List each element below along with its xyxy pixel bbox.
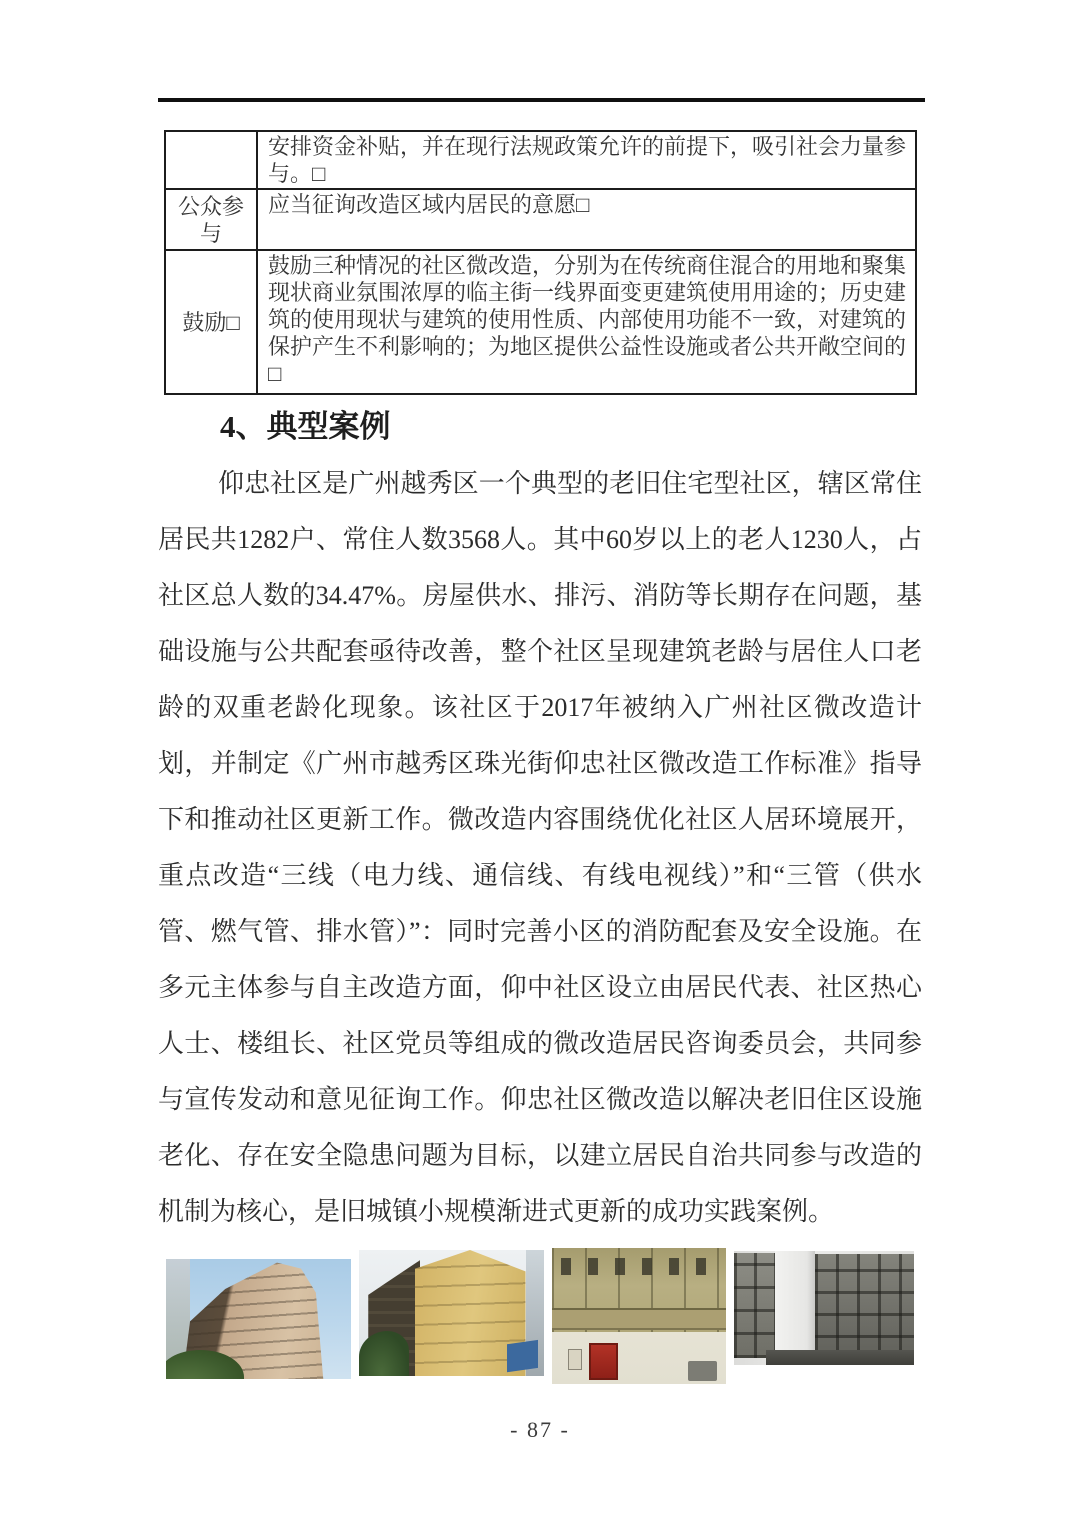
photo-distribution-boxes — [552, 1248, 726, 1384]
photo3-wall-sign — [568, 1349, 582, 1371]
photo3-gray-box — [688, 1361, 718, 1381]
page-number: - 87 - — [510, 1417, 570, 1442]
photo2-blue-awning — [507, 1340, 538, 1372]
header-rule — [158, 98, 925, 102]
photo3-cable-band — [552, 1308, 726, 1330]
table-row — [165, 189, 916, 250]
table-row — [165, 250, 916, 394]
photo3-fire-cabinet — [589, 1343, 619, 1380]
table-content-cell: 鼓励三种情况的社区微改造，分别为在传统商住混合的用地和聚集现状商业氛围浓厚的临主街一线界面变更建筑使用用途的；历史建筑的使用现状与建筑的使用性质、内部使用功能不一致，对建筑的保护产生不利影响的；为地区提供公益性设施或者公共开敞空间的□ — [257, 250, 916, 394]
photo4-right-meter-panel — [815, 1254, 914, 1360]
table-content-cell: 安排资金补贴，并在现行法规政策允许的前提下，吸引社会力量参与。□ — [257, 131, 916, 189]
table-label-cell: 公众参与 — [165, 189, 257, 250]
photo2-trees — [359, 1331, 409, 1376]
photo4-floor — [766, 1350, 914, 1365]
photo-meter-boards — [734, 1251, 914, 1365]
photo-yellow-building — [359, 1250, 544, 1376]
table-content-cell: 应当征询改造区域内居民的意愿□ — [257, 189, 916, 250]
photo-row — [158, 1248, 924, 1390]
section-heading: 4、典型案例 — [220, 409, 391, 444]
photo4-left-meter-panel — [734, 1253, 775, 1358]
table-label-cell — [165, 131, 257, 189]
photo-old-residential-building — [166, 1259, 351, 1379]
photo4-wall-pillar — [775, 1251, 815, 1365]
policy-table — [164, 130, 917, 395]
photo3-box-windows — [561, 1258, 718, 1276]
table-row — [165, 131, 916, 189]
table-label-cell: 鼓励□ — [165, 250, 257, 394]
body-paragraph: 仰忠社区是广州越秀区一个典型的老旧住宅型社区，辖区常住居民共1282户、常住人数3568人。其中60岁以上的老人1230人，占社区总人数的34.47%。房屋供水、排污、消防等长期存在问题，基础设施与公共配套亟待改善，整个社区呈现建筑老龄与居住人口老龄的双重老龄化现象。该社区于2017年被纳入广州社区微改造计划，并制定《广州市越秀区珠光街仰忠社区微改造工作标准》指导下和推动社区更新工作。微改造内容围绕优化社区人居环境展开，重点改造“三线（电力线、通信线、有线电视线）”和“三管（供水管、燃气管、排水管）”：同时完善小区的消防配套及安全设施。在多元主体参与自主改造方面，仰中社区设立由居民代表、社区热心人士、楼组长、社区党员等组成的微改造居民咨询委员会，共同参与宣传发动和意见征询工作。仰忠社区微改造以解决老旧住区设施老化、存在安全隐患问题为目标，以建立居民自治共同参与改造的机制为核心，是旧城镇小规模渐进式更新的成功实践案例。 — [158, 469, 922, 1226]
